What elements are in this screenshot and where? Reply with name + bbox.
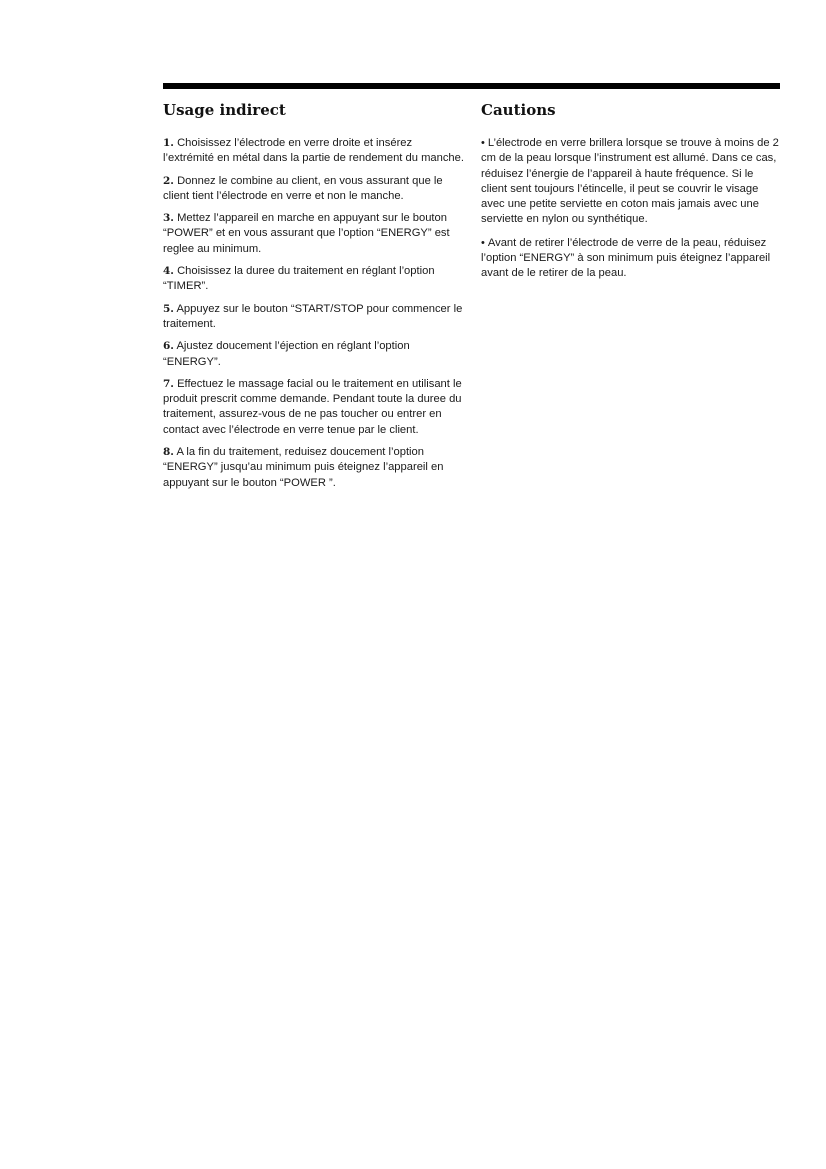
- step-number: 7.: [163, 377, 174, 390]
- step-number: 2.: [163, 174, 174, 187]
- caution-text: Avant de retirer l’électrode de verre de la peau, réduisez l’option “ENERGY” à son minimum puis éteignez l’appareil avant de le retirer de la peau.: [481, 236, 771, 280]
- step-text: Appuyez sur le bouton “START/STOP pour commencer le traitement.: [163, 302, 463, 330]
- step-item: [163, 211, 465, 257]
- usage-indirect-heading: Usage indirect: [163, 101, 286, 119]
- cautions-column: [481, 100, 781, 290]
- step-text: A la fin du traitement, reduisez doucement l’option “ENERGY” jusqu’au minimum puis éteignez l’appareil en appuyant sur le bouton “POWER ”.: [163, 446, 444, 489]
- step-item: [163, 377, 465, 438]
- step-item: [163, 302, 465, 333]
- step-text: Mettez l’appareil en marche en appuyant sur le bouton “POWER” et en vous assurant que l’option “ENERGY” est reglee au minimum.: [163, 212, 450, 255]
- bullet-icon: •: [481, 236, 485, 249]
- bullet-icon: •: [481, 137, 485, 149]
- top-rule: [163, 83, 780, 89]
- step-text: Choisissez l’électrode en verre droite et insérez l’extrémité en métal dans la partie de rendement du manche.: [163, 137, 464, 165]
- caution-item: [481, 136, 781, 228]
- step-item: [163, 136, 465, 167]
- step-text: Donnez le combine au client, en vous assurant que le client tient l’électrode en verre et non le manche.: [163, 174, 443, 202]
- cautions-heading: Cautions: [481, 101, 556, 119]
- step-number: 5.: [163, 302, 174, 315]
- step-item: [163, 339, 465, 370]
- step-text: Effectuez le massage facial ou le traitement en utilisant le produit prescrit comme demande. Pendant toute la duree du traitement, assurez-vous de ne pas toucher ou entrer en contact avec l’électrode en verre tenue par le client.: [163, 377, 462, 436]
- step-item: [163, 445, 465, 491]
- usage-indirect-column: [163, 100, 465, 498]
- step-number: 6.: [163, 340, 174, 353]
- step-number: 4.: [163, 265, 174, 278]
- step-number: 8.: [163, 446, 174, 459]
- step-text: Ajustez doucement l’éjection en réglant l’option “ENERGY”.: [163, 340, 410, 368]
- step-item: [163, 264, 465, 295]
- step-text: Choisissez la duree du traitement en réglant l’option “TIMER”.: [163, 265, 435, 293]
- step-item: [163, 174, 465, 205]
- caution-text: L’électrode en verre brillera lorsque se trouve à moins de 2 cm de la peau lorsque l’instrument est allumé. Dans ce cas, réduisez l’énergie de l’appareil à haute fréquence. Si le client sent toujours l’étincelle, il peut se couvrir le visage avec une petite serviette en coton mais jamais avec une serviette en nylon ou synthétique.: [481, 137, 779, 226]
- step-number: 1.: [163, 137, 174, 149]
- step-number: 3.: [163, 212, 174, 225]
- caution-item: [481, 236, 781, 282]
